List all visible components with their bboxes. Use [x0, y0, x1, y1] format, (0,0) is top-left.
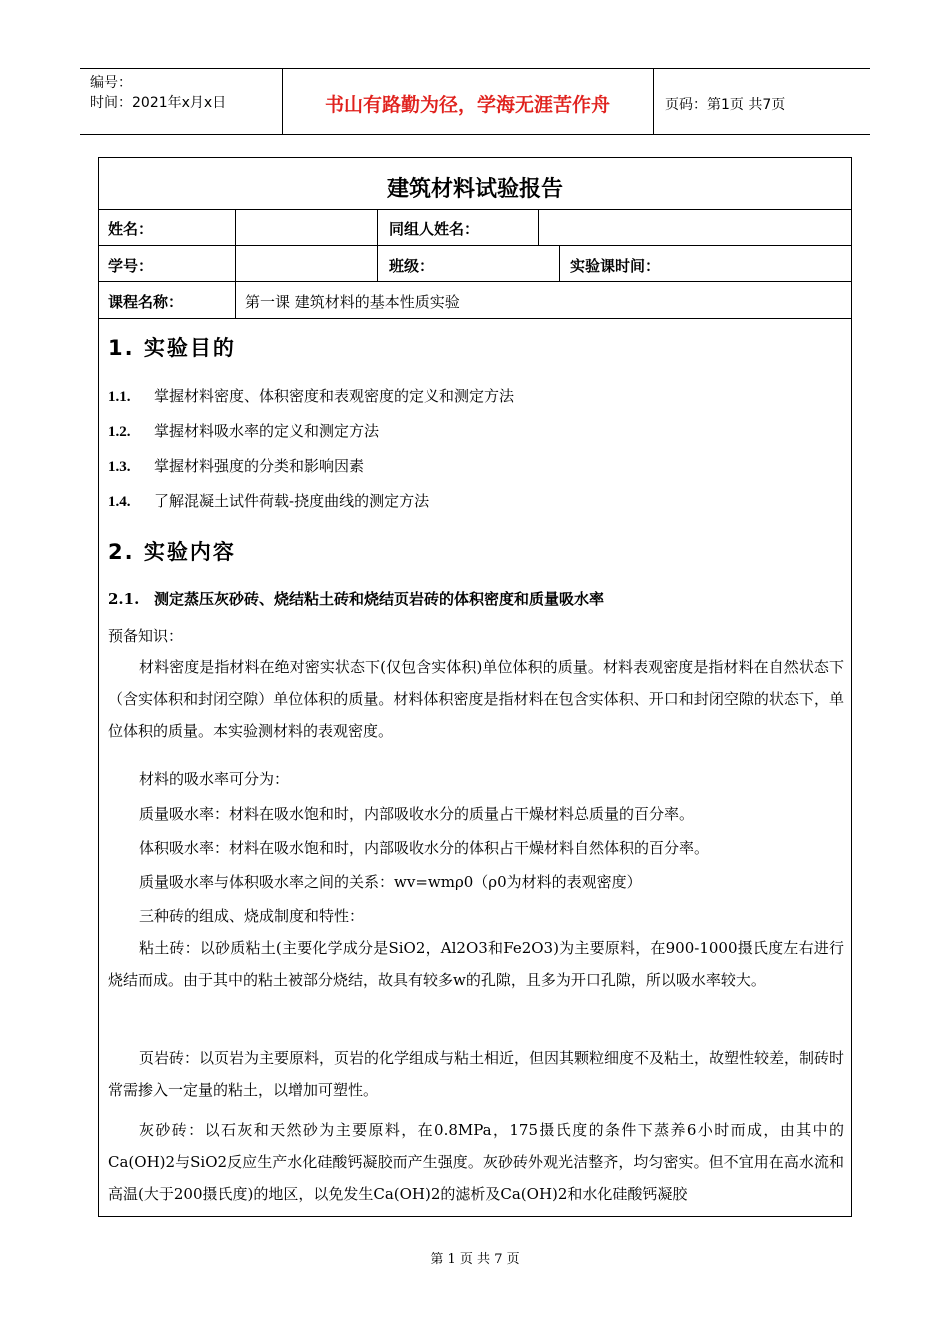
prep-label: 预备知识： — [108, 627, 184, 645]
line-absorption-types: 材料的吸水率可分为： — [139, 770, 290, 788]
partner-label: 同组人姓名： — [389, 220, 480, 238]
table-rule — [235, 209, 236, 318]
document-code-label: 编号： — [90, 75, 132, 91]
item-text: 了解混凝土试件荷载-挠度曲线的测定方法 — [154, 492, 430, 510]
lab-time-label: 实验课时间： — [570, 257, 661, 275]
objective-item — [108, 420, 379, 441]
report-form — [98, 157, 852, 1217]
document-time-label: 时间：2021年x月x日 — [90, 95, 227, 111]
header-page-label: 页码：第1页 共7页 — [665, 97, 786, 113]
header-motto: 书山有路勤为径，学海无涯苦作舟 — [324, 94, 610, 116]
item-number: 1.1. — [108, 389, 131, 405]
page-footer: 第 1 页 共 7 页 — [430, 1252, 520, 1267]
paragraph-shale-brick: 页岩砖：以页岩为主要原料，页岩的化学组成与粘土相近，但因其颗粒细度不及粘土，故塑性较差，制砖时常需掺入一定量的粘土，以增加可塑性。 — [108, 1049, 845, 1099]
line-three-bricks: 三种砖的组成、烧成制度和特性： — [139, 907, 365, 925]
item-text: 掌握材料密度、体积密度和表观密度的定义和测定方法 — [154, 387, 515, 405]
header-bottom-rule — [80, 134, 870, 135]
header-divider — [653, 68, 654, 135]
table-rule — [538, 209, 539, 245]
table-rule — [377, 209, 378, 281]
item-number: 1.3. — [108, 459, 131, 475]
objective-item — [108, 455, 364, 476]
table-rule — [559, 245, 560, 281]
course-value: 第一课 建筑材料的基本性质实验 — [245, 293, 460, 311]
line-volume-absorption: 体积吸水率：材料在吸水饱和时，内部吸收水分的体积占干燥材料自然体积的百分率。 — [139, 839, 710, 857]
course-label: 课程名称： — [108, 293, 184, 311]
table-rule — [99, 245, 851, 246]
table-rule — [99, 281, 851, 282]
paragraph-clay-brick: 粘土砖：以砂质粘土(主要化学成分是SiO2，Al2O3和Fe2O3)为主要原料，在900-1000摄氏度左右进行烧结而成。由于其中的粘土被部分烧结，故具有较多w的孔隙，且多为开口孔隙，所以吸水率较大。 — [108, 939, 844, 989]
section-heading-objectives: 1. 实验目的 — [108, 336, 236, 360]
objective-item — [108, 385, 514, 406]
paragraph-lime-sand-brick: 灰砂砖：以石灰和天然砂为主要原料，在0.8MPa，175摄氏度的条件下蒸养6小时而成，由其中的Ca(OH)2与SiO2反应生产水化硅酸钙凝胶而产生强度。灰砂砖外观光洁整齐，均匀密实。但不宜用在高水流和高温(大于200摄氏度)的地区，以免发生Ca(OH)2的滤析及Ca(OH)2和水化硅酸钙凝胶 — [108, 1121, 844, 1203]
table-rule — [99, 318, 851, 319]
line-mass-absorption: 质量吸水率：材料在吸水饱和时，内部吸收水分的质量占干燥材料总质量的百分率。 — [139, 805, 695, 823]
table-rule — [99, 209, 851, 210]
item-text: 掌握材料强度的分类和影响因素 — [154, 457, 365, 475]
student-id-label: 学号： — [108, 257, 154, 275]
class-label: 班级： — [389, 257, 435, 275]
paragraph-density: 材料密度是指材料在绝对密实状态下(仅包含实体积)单位体积的质量。材料表观密度是指材料在自然状态下（含实体积和封闭空隙）单位体积的质量。材料体积密度是指材料在包含实体积、开口和封闭空隙的状态下，单位体积的质量。本实验测材料的表观密度。 — [108, 658, 844, 740]
section-heading-content: 2. 实验内容 — [108, 540, 236, 564]
item-number: 1.2. — [108, 424, 131, 440]
name-label: 姓名： — [108, 220, 154, 238]
line-relation: 质量吸水率与体积吸水率之间的关系：wv=wmρ0（ρ0为材料的表观密度） — [139, 873, 642, 891]
header-top-rule — [80, 68, 870, 69]
item-text: 掌握材料吸水率的定义和测定方法 — [154, 422, 380, 440]
report-title: 建筑材料试验报告 — [386, 176, 563, 202]
subsection-title: 测定蒸压灰砂砖、烧结粘土砖和烧结页岩砖的体积密度和质量吸水率 — [154, 590, 605, 608]
objective-item — [108, 490, 429, 511]
subsection-number: 2.1. — [108, 590, 140, 608]
subsection-heading — [108, 588, 604, 609]
item-number: 1.4. — [108, 494, 131, 510]
